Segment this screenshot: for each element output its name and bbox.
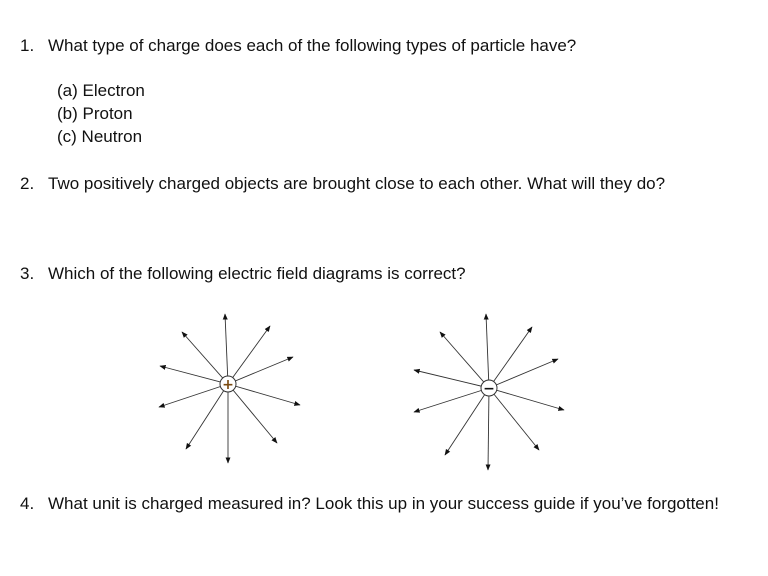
question-4: 4. What unit is charged measured in? Look this up in your success guide if you’ve forgotten! <box>20 494 719 513</box>
question-2-text: Two positively charged objects are brought close to each other. What will they do? <box>48 174 666 193</box>
field-line-arrow <box>159 384 228 407</box>
part-c: (c) Neutron <box>57 127 143 146</box>
charge-symbol: − <box>483 381 495 397</box>
field-line-arrow <box>225 314 228 384</box>
field-line-arrow <box>228 384 300 405</box>
field-line-arrow <box>160 366 228 384</box>
question-3: 3. Which of the following electric field diagrams is correct? <box>20 264 466 283</box>
field-diagram-negative <box>414 314 564 470</box>
field-line-arrow <box>486 314 489 388</box>
field-line-arrow <box>489 388 564 410</box>
field-diagram-positive <box>159 314 300 463</box>
field-line-arrow <box>228 384 277 443</box>
part-a: (a) Electron <box>57 81 145 100</box>
question-1-text: What type of charge does each of the following types of particle have? <box>48 36 577 55</box>
question-4-text: What unit is charged measured in? Look this up in your success guide if you’ve forgotten! <box>48 494 719 513</box>
part-b: (b) Proton <box>57 104 133 123</box>
field-line-arrow <box>182 332 228 384</box>
charge-symbol: + <box>222 377 234 393</box>
field-line-arrow <box>440 332 489 388</box>
field-line-arrow <box>489 388 539 450</box>
field-line-arrow <box>414 370 489 388</box>
question-1: 1. What type of charge does each of the following types of particle have? <box>20 36 577 55</box>
field-line-arrow <box>488 388 489 470</box>
field-line-arrow <box>445 388 489 455</box>
question-3-text: Which of the following electric field diagrams is correct? <box>48 264 466 283</box>
question-2: 2. Two positively charged objects are brought close to each other. What will they do? <box>20 174 666 193</box>
field-line-arrow <box>186 384 228 449</box>
field-line-arrow <box>414 388 489 412</box>
